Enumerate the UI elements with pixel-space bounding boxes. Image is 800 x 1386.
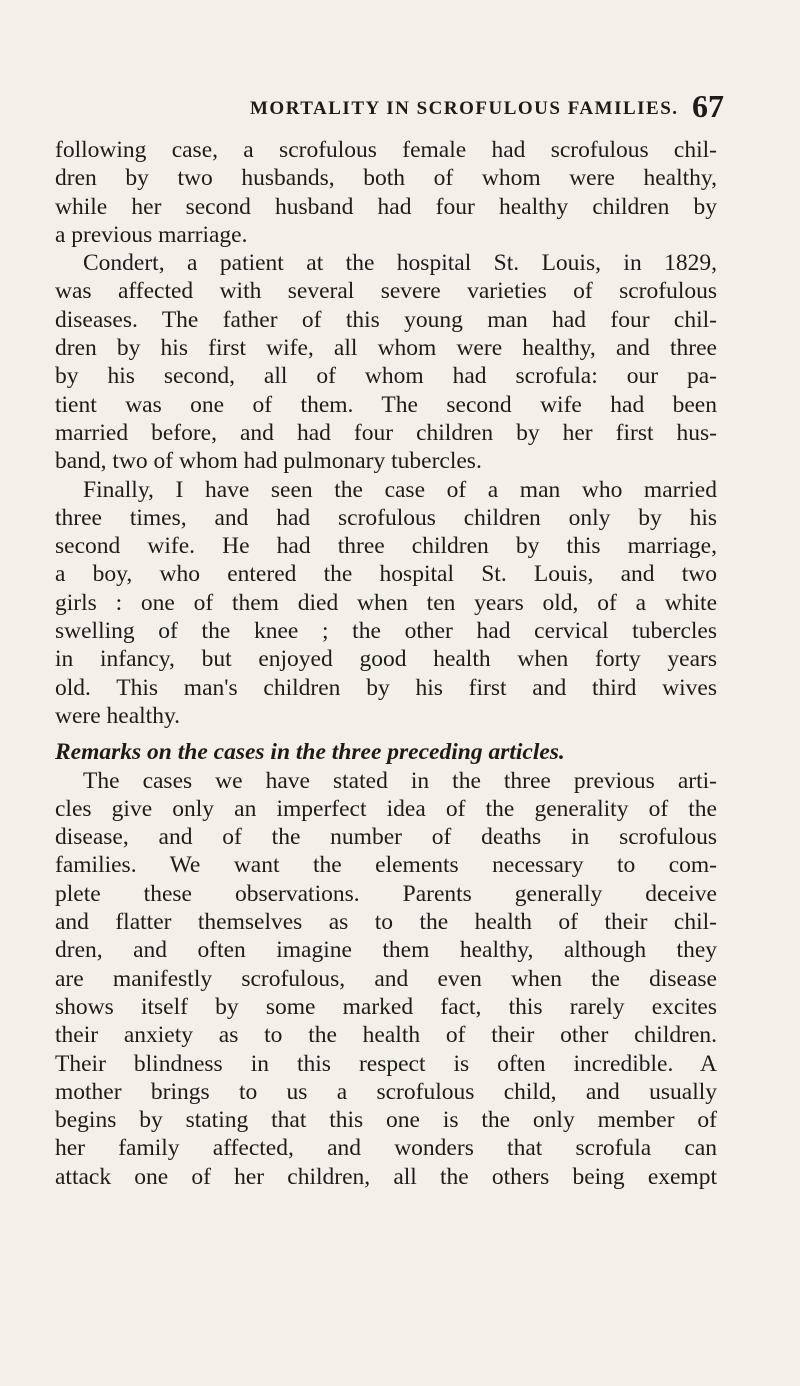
- text-line: The cases we have stated in the three previous arti-: [83, 767, 717, 794]
- text-line: attack one of her children, all the others being exempt: [55, 1163, 717, 1190]
- text-line: while her second husband had four healthy children by: [55, 193, 717, 220]
- text-line: Condert, a patient at the hospital St. Louis, in 1829,: [83, 250, 717, 277]
- text-line: are manifestly scrofulous, and even when the disease: [55, 965, 717, 992]
- text-line: disease, and of the number of deaths in scrofulous: [55, 824, 717, 851]
- text-line: dren, and often imagine them healthy, although they: [55, 937, 717, 964]
- text-line: dren by his first wife, all whom were healthy, and three: [55, 335, 717, 362]
- text-line: were healthy.: [55, 702, 181, 729]
- text-line: diseases. The father of this young man had four chil-: [55, 306, 717, 333]
- header-title: MORTALITY IN SCROFULOUS FAMILIES.: [250, 98, 679, 119]
- text-line: Their blindness in this respect is often incredible. A: [55, 1050, 717, 1077]
- text-line: families. We want the elements necessary to com-: [55, 852, 717, 879]
- section-heading: Remarks on the cases in the three preceding articles.: [55, 739, 565, 766]
- text-line: shows itself by some marked fact, this rarely excites: [55, 993, 717, 1020]
- text-line: a previous marriage.: [55, 221, 248, 248]
- text-line: old. This man's children by his first and third wives: [55, 674, 717, 701]
- text-line: and flatter themselves as to the health of their chil-: [55, 909, 717, 936]
- text-line: Finally, I have seen the case of a man who married: [83, 476, 717, 503]
- text-line: begins by stating that this one is the only member of: [55, 1107, 717, 1134]
- text-line: in infancy, but enjoyed good health when forty years: [55, 646, 717, 673]
- text-line: following case, a scrofulous female had scrofulous chil-: [55, 137, 717, 163]
- text-line: second wife. He had three children by this marriage,: [55, 533, 717, 560]
- page-number: 67: [692, 88, 724, 124]
- text-line: their anxiety as to the health of their other children.: [55, 1022, 717, 1049]
- text-line: plete these observations. Parents generally deceive: [55, 880, 717, 907]
- text-line: mother brings to us a scrofulous child, and usually: [55, 1078, 717, 1105]
- text-line: her family affected, and wonders that scrofula can: [55, 1135, 717, 1162]
- text-line: swelling of the knee ; the other had cervical tubercles: [55, 618, 717, 645]
- text-line: was affected with several severe varieties of scrofulous: [55, 278, 717, 305]
- text-line: cles give only an imperfect idea of the generality of the: [55, 795, 717, 822]
- text-line: three times, and had scrofulous children only by his: [55, 504, 717, 531]
- text-line: girls : one of them died when ten years old, of a white: [55, 589, 717, 616]
- text-line: tient was one of them. The second wife had been: [55, 391, 717, 418]
- body-text: [55, 136, 717, 1191]
- text-line: a boy, who entered the hospital St. Louis, and two: [55, 561, 717, 588]
- text-line: band, two of whom had pulmonary tubercles.: [55, 448, 482, 475]
- text-line: dren by two husbands, both of whom were healthy,: [55, 165, 717, 192]
- text-line: by his second, all of whom had scrofula: our pa-: [55, 363, 717, 390]
- text-line: married before, and had four children by her first hus-: [55, 419, 717, 446]
